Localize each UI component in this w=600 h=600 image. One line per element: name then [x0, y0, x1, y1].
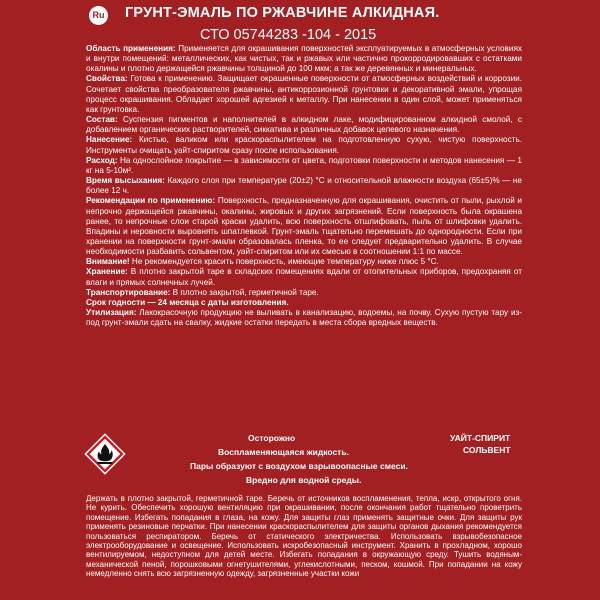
- section-text: Применяется для окрашивания поверхностей эксплуатируемых в атмосферных условиях и внутри помещений: металлических, как чистых, так и ржавых или частично прокорродировавших с остатками окалины и плотно держащейся ржавчины толщиной до 100 мкм; а так же деревянных и минеральных.: [86, 44, 523, 74]
- signal-word: Осторожно: [248, 433, 296, 443]
- hazard-vapors: Пары образуют с воздухом взрывоопасные смеси.: [190, 461, 408, 471]
- flame-pictogram-icon: [84, 433, 126, 475]
- section-text: Каждого слоя при температуре (20±2) °С и относительной влажности воздуха (65±5)% — не более 12 ч.: [86, 176, 522, 196]
- product-title: ГРУНТ-ЭМАЛЬ ПО РЖАВЧИНЕ АЛКИДНАЯ.: [125, 5, 440, 21]
- section-transport: [86, 288, 522, 298]
- hazard-flammable: Воспламеняющаяся жидкость.: [218, 447, 349, 457]
- section-text: В плотно закрытой, герметичной таре.: [170, 287, 319, 297]
- standard-number: СТО 05744283 -104 - 2015: [200, 27, 377, 43]
- section-disposal: [86, 308, 522, 328]
- section-attention: [86, 257, 522, 267]
- section-text: Суспензия пигментов и наполнителей в алкидном лаке, модифицированном алкидной смолой, с добавлением органических растворителей, сиккатива и различных добавок целевого назначения.: [86, 115, 522, 135]
- section-label: Расход:: [86, 155, 118, 165]
- section-storage: [86, 267, 522, 287]
- section-properties: [86, 74, 522, 115]
- section-label: Хранение:: [86, 267, 128, 277]
- solvent-solvent: СОЛЬВЕНТ: [463, 445, 511, 455]
- section-consumption: [86, 156, 522, 176]
- solvent-white-spirit: УАЙТ-СПИРИТ: [450, 433, 511, 443]
- section-label: Состав:: [86, 115, 118, 125]
- section-text: Лакокрасочную продукцию не выливать в канализацию, водоемы, на почву. Сухую пустую тару из-под грунт-эмали сдать на свалку, жидкие остатки передать в места сбора вредных веществ.: [86, 308, 522, 328]
- section-shelf-life: [86, 298, 522, 308]
- section-text: Готова к применению. Защищает окрашенные поверхности от атмосферных воздействий и коррозии. Сочетает свойства преобразователя ржавчины, антикоррозионной грунтовки и декоративной эмали, упрощая процесс окрашивания. Обладает хорошей адгезией к металлу. При нанесении в один слой, может применяться как грунтовка.: [86, 74, 522, 114]
- section-text: Кистью, валиком или краскораспылителем на подготовленную сухую, чистую поверхность. Инструменты очищать уайт-спиритом сразу после использования.: [86, 135, 522, 155]
- section-label: Срок годности — 24 месяца с даты изготовления.: [86, 297, 289, 307]
- language-badge: Ru: [89, 6, 108, 25]
- section-composition: [86, 115, 522, 135]
- safety-precautions: Держать в плотно закрытой, герметичной таре. Беречь от источников воспламенения, тепла, искр, открытого огня. Не курить. Обеспечить хорошую вентиляцию при окрашивании, после окончания работ тщательно проветрить помещение. Избегать попадания в глаза, на кожу. Для защиты глаз применять защитные очки. Для защиты рук применять резиновые перчатки. При нанесении краскораспылителем для защиты органов дыхания рекомендуется пользоваться респиратором. Беречь от статического электричества. Использовать взрывобезопасное электрооборудование и освещение. Использовать искробезопасный инструмент. Хранить в прохладном, хорошо вентилируемом, недоступном для детей месте. Избегать попадания в окружающую среду. Тушить водяным-механической пеной, порошковыми огнетушителями, углекислотными, песком, кошмой. При попадании на кожу немедленно снять всю загрязненную одежду, загрязненные участки кожи: [86, 494, 522, 579]
- section-label: Утилизация:: [86, 308, 137, 318]
- section-label: Свойства:: [86, 74, 128, 84]
- section-text: Поверхность, предназначенную для окрашивания, очистить от пыли, рыхлой и непрочно держащейся ржавчины, окалины, жировых и других загрязнений. Если поверхность была окрашена ранее, то непрочные слои старой краски удалить, всю поверхность отшлифовать, пыль от шлифовки удалить. Впадины и неровности выровнять шпатлевкой. Грунт-эмаль тщательно перемешать до однородности. Если при хранении на поверхности грунт-эмали образовалась пленка, то ее следует предварительно удалить. В случае необходимости разбавить сольвентом, уайт-спиритом или их смесью в соотношении 1:1 по массе.: [86, 196, 522, 257]
- section-label: Транспортирование:: [86, 287, 171, 297]
- section-label: Внимание!: [86, 257, 130, 267]
- section-label: Область применения:: [86, 44, 176, 53]
- section-recommendations: [86, 196, 522, 257]
- section-text: Не рекомендуется красить поверхность, имеющие температуру ниже плюс 5 °С.: [129, 257, 439, 267]
- section-application-method: [86, 135, 522, 155]
- section-text: На однослойное покрытие — в зависимости от цвета, подготовки поверхности и методов нанесения — 1 кг на 5-10м².: [86, 155, 522, 175]
- hazard-aquatic: Вредно для водной среды.: [246, 475, 362, 485]
- section-label: Время высыхания:: [86, 176, 165, 186]
- section-label: Рекомендации по применению:: [86, 196, 216, 206]
- section-application: [86, 44, 522, 74]
- section-label: Нанесение:: [86, 135, 133, 145]
- product-description: [86, 44, 522, 328]
- section-drying-time: [86, 176, 522, 196]
- section-text: В плотно закрытой таре в складских помещениях вдали от отопительных приборов, предохраняя от влаги и прямых солнечных лучей.: [86, 267, 522, 287]
